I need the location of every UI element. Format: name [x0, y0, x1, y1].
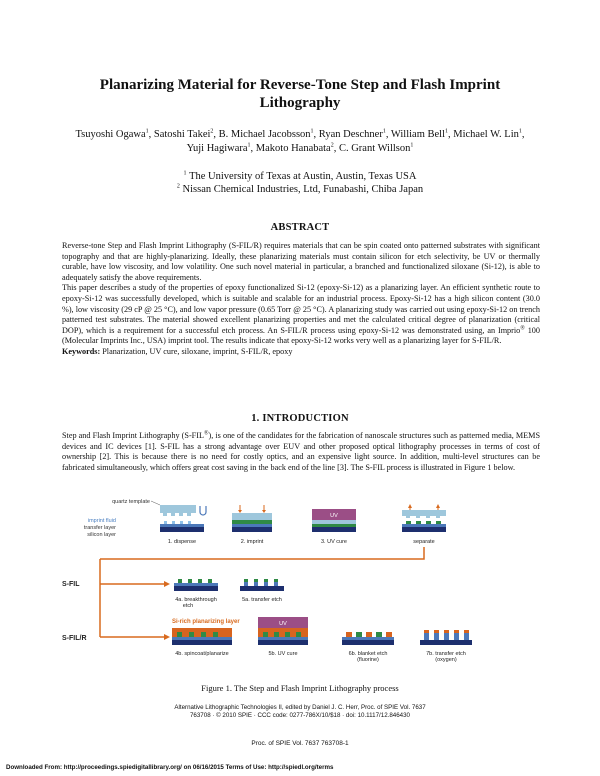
step-3-label: 3. UV cure: [321, 539, 347, 545]
author-affiliation-marker: 1: [445, 128, 448, 135]
transfer-layer: [342, 637, 394, 640]
author-affiliation-marker: 1: [310, 128, 314, 135]
planarizing-layer-label: Si-rich planarizing layer: [172, 619, 240, 625]
planarizing-cap: [434, 630, 439, 633]
transfer-pillar: [444, 633, 449, 640]
transfer-layer: [172, 637, 232, 640]
resist-feature: [376, 632, 382, 637]
resist-feature: [177, 632, 182, 637]
template-tooth: [163, 513, 167, 516]
author-name: Yuji Hagiwara: [186, 143, 248, 154]
resist-feature: [264, 579, 268, 582]
resist-feature: [416, 521, 421, 524]
quartz-leader-line: [151, 501, 160, 505]
resist-feature: [189, 632, 194, 637]
author-affiliation-marker: 1: [247, 142, 251, 149]
pressure-arrow-head: [238, 510, 242, 513]
fluid-drop: [188, 521, 191, 524]
introduction-paragraph-1: [62, 431, 540, 473]
footnote-line-1: Alternative Lithographic Technologies II, edited by Daniel J. C. Herr, Proc. of SPIE Vol. 7637: [174, 704, 426, 711]
panel-breakthrough-etch: [174, 579, 218, 609]
silicon-substrate: [174, 586, 218, 591]
resist-feature: [426, 521, 431, 524]
step-6b-label: 6b. blanket etch: [348, 651, 388, 657]
transfer-layer-label: transfer layer: [83, 525, 116, 531]
sfilr-row-label: S-FIL/R: [62, 635, 87, 642]
silicon-substrate: [240, 586, 284, 591]
planarizing-feature: [366, 632, 372, 637]
step-2-label: 2. imprint: [240, 539, 264, 545]
resist-feature: [188, 579, 192, 583]
transfer-layer: [232, 524, 272, 527]
abstract-paragraph-2-text: This paper describes a study of the properties of epoxy functionalized Si-12 (epoxy-Si-12) as a planarizing layer. An efficient synthetic route to epoxy-Si-12 was successfully developed, which is suitable and scalable for an industrial process. Epoxy-Si-12 has a high silicon content (30.0 %), low viscosity (29 cP @ 25 °C), and low vapor pressure (0.65 Torr @ 25 °C). A planarizing study was carried out using epoxy-Si-12 on trench patterned test substrates. The material showed excellent planarizing properties and met the calculated critical degree of planarization (critical DOP), which is a requirement for a successful etch process. An S-FIL/R process using epoxy-Si-12 was demonstrated using, an Imprio: [62, 283, 540, 335]
fluid-drop: [172, 521, 175, 524]
author-separator: ,: [250, 143, 256, 154]
intro-text-start: Step and Flash Imprint Lithography (S-FIL: [62, 431, 204, 440]
introduction-body: [62, 431, 540, 473]
resist-feature: [274, 579, 278, 582]
registered-mark: ®: [203, 430, 209, 437]
resist-feature: [263, 632, 268, 637]
silicon-substrate: [312, 527, 356, 532]
abstract-paragraph-2-tail: 100 (Molecular Imprints Inc., USA) imprint tool. The results indicate that epoxy-Si-12 works very well as a planarizing layer for S-FIL/R.: [62, 325, 540, 346]
resist-feature: [356, 632, 362, 637]
intro-text-rest: ), is one of the candidates for the fabrication of nanoscale structures such as patterned media, MEMS devices and IC devices [1]. S-FIL has a strong advantage over EUV and other proposed optical lithography processes in terms of cost of ownership [2]. This is because there is no need for costly optics, and an expensive light source. In addition, multi-level structures can be fabricated simultaneously, which offers great cost saving in the back end of the line [3]. The S-FIL process is illustrated in Figure 1 below.: [62, 431, 540, 472]
transfer-pillar: [254, 582, 258, 586]
affiliation-1-marker: 1: [183, 170, 187, 177]
step-4a-label: 4a. breakthrough: [175, 597, 217, 603]
transfer-layer: [174, 583, 218, 586]
affiliation-2-text: Nissan Chemical Industries, Ltd, Funabashi, Chiba Japan: [182, 184, 424, 195]
keywords-label: Keywords:: [62, 346, 101, 356]
footnote-line-2: 763708 · © 2010 SPIE · CCC code: 0277-786X/10/$18 · doi: 10.1117/12.846430: [189, 712, 410, 719]
keywords: [62, 347, 540, 358]
transfer-pillar: [464, 633, 469, 640]
fluid-drop: [164, 521, 167, 524]
affiliation-1: [80, 170, 520, 183]
silicon-substrate: [258, 640, 308, 645]
step-1-label: 1. dispense: [167, 539, 197, 545]
quartz-template-label: quartz template: [112, 499, 150, 505]
planarizing-feature: [346, 632, 352, 637]
affiliation-1-text: The University of Texas at Austin, Austin, Texas USA: [189, 171, 417, 182]
template-tooth: [406, 516, 410, 518]
transfer-pillar: [454, 633, 459, 640]
silicon-substrate: [232, 527, 272, 532]
resist-feature: [285, 632, 290, 637]
author-affiliation-marker: 1: [410, 142, 414, 149]
panel-blanket-etch: [342, 632, 394, 663]
panel-spincoat-planarize: [172, 628, 232, 657]
silicon-substrate: [172, 640, 232, 645]
author-affiliation-marker: 2: [210, 128, 214, 135]
flow-arrow-head: [164, 634, 170, 640]
fluid-drop: [180, 521, 183, 524]
affiliation-2: [80, 183, 520, 196]
quartz-template: [232, 513, 272, 520]
resist-feature: [208, 579, 212, 583]
template-tooth: [416, 516, 420, 518]
step-4b-label: 4b. spincoat/planarize: [175, 651, 229, 657]
planarizing-cap: [464, 630, 469, 633]
transfer-layer: [160, 524, 204, 527]
transfer-pillar: [424, 633, 429, 640]
resist-feature: [213, 632, 218, 637]
step-4-label: separate: [413, 539, 435, 545]
planarizing-feature: [386, 632, 392, 637]
silicon-substrate: [420, 640, 472, 645]
registered-mark: ®: [520, 325, 525, 332]
transfer-pillar: [264, 582, 268, 586]
author-affiliation-marker: 2: [330, 142, 334, 149]
author-name: Makoto Hanabata: [255, 143, 331, 154]
template-tooth: [179, 513, 183, 516]
author-separator: ,: [213, 129, 219, 140]
lift-arrow-head: [436, 504, 440, 508]
panel-transfer-etch: [240, 579, 284, 603]
silicon-substrate: [342, 640, 394, 645]
step-7b-label: 7b. transfer etch: [426, 651, 466, 657]
transfer-layer: [402, 524, 446, 527]
affiliation-2-marker: 2: [176, 183, 180, 190]
keywords-list: Planarization, UV cure, siloxane, imprint, S-FIL/R, epoxy: [100, 346, 293, 356]
resist-feature: [198, 579, 202, 583]
pressure-arrow-head: [262, 510, 266, 513]
dispenser-nozzle: [200, 506, 206, 515]
abstract-paragraph-2: [62, 283, 540, 347]
author-separator: ,: [333, 143, 339, 154]
author-name: William Bell: [390, 129, 445, 140]
paper-title: Planarizing Material for Reverse-Tone Step and Flash Imprint Lithography: [99, 77, 501, 111]
author-name: Satoshi Takei: [153, 129, 211, 140]
template-tooth: [187, 513, 191, 516]
uv-label: UV: [279, 621, 287, 627]
template-tooth: [426, 516, 430, 518]
resist-feature: [296, 632, 301, 637]
panel-transfer-etch-oxygen: [420, 630, 472, 663]
template-tooth: [171, 513, 175, 516]
template-tooth: [436, 516, 440, 518]
sfil-row-label: S-FIL: [62, 581, 80, 588]
transfer-layer: [258, 637, 308, 640]
step-6b-label-2: (fluorine): [357, 657, 379, 663]
imprinted-resist: [232, 520, 272, 524]
figure-caption: Figure 1. The Step and Flash Imprint Lithography process: [201, 683, 399, 693]
abstract-heading: ABSTRACT: [270, 222, 330, 233]
resist-feature: [254, 579, 258, 582]
resist-feature: [178, 579, 182, 583]
flow-arrow-top: [100, 547, 424, 559]
author-list: [70, 128, 530, 156]
abstract-paragraph-1: Reverse-tone Step and Flash Imprint Lithography (S-FIL/R) requires materials that can be spin coated onto patterned substrates with significant topography and that are highly-planarizing. Ideally, these planarizing materials must contain silicon for etch selectivity, be UV or thermally curable, have low viscosity, and low volatility. One such novel material in particular, a branched and functionalized siloxane (Si-12), is able to adequately satisfy the above requirements.: [62, 241, 540, 282]
author-name: Tsuyoshi Ogawa: [75, 129, 146, 140]
author-name: Michael W. Lin: [453, 129, 519, 140]
planarizing-cap: [454, 630, 459, 633]
step-7b-label-2: (oxygen): [435, 657, 457, 663]
panel-dispense: [160, 505, 206, 545]
panel-imprint: [232, 505, 272, 545]
silicon-substrate: [402, 527, 446, 532]
figure-1-sfil-process: [60, 492, 540, 677]
uv-label: UV: [330, 513, 338, 519]
imprint-fluid-label: imprint fluid: [87, 518, 116, 524]
silicon-layer-label: silicon layer: [87, 532, 116, 538]
lift-arrow-head: [408, 504, 412, 508]
step-4a-label-2: etch: [182, 603, 194, 609]
planarizing-cap: [424, 630, 429, 633]
publication-footnote: [60, 704, 540, 720]
planarizing-cap: [444, 630, 449, 633]
silicon-substrate: [160, 527, 204, 532]
resist-feature: [201, 632, 206, 637]
author-affiliation-marker: 1: [145, 128, 149, 135]
flow-arrow-head: [164, 581, 170, 587]
author-separator: ,: [313, 129, 319, 140]
resist-feature: [274, 632, 279, 637]
transfer-pillar: [244, 582, 248, 586]
resist-feature: [406, 521, 411, 524]
author-affiliation-marker: 1: [382, 128, 386, 135]
step-5b-label: 5b. UV cure: [268, 651, 298, 657]
author-separator: ,: [385, 129, 391, 140]
quartz-template: [312, 520, 356, 524]
transfer-pillar: [274, 582, 278, 586]
abstract-body: [62, 241, 540, 358]
author-name: C. Grant Willson: [338, 143, 411, 154]
transfer-pillar: [434, 633, 439, 640]
author-affiliation-marker: 1: [518, 128, 522, 135]
panel-separate: [402, 504, 446, 545]
author-name: Ryan Deschner: [318, 129, 383, 140]
author-name: B. Michael Jacobsson: [218, 129, 311, 140]
step-5a-label: 5a. transfer etch: [242, 597, 282, 603]
author-separator: ,: [148, 129, 154, 140]
page-number: Proc. of SPIE Vol. 7637 763708-1: [251, 740, 349, 747]
resist-feature: [244, 579, 248, 582]
quartz-template: [160, 505, 196, 513]
quartz-template: [402, 510, 446, 516]
resist-feature: [436, 521, 441, 524]
panel-uv-cure: [312, 509, 356, 545]
panel-uv-cure-planarizing: [258, 617, 308, 657]
author-separator: ,: [448, 129, 454, 140]
cured-resist: [312, 524, 356, 527]
author-separator: ,: [521, 129, 525, 140]
download-notice: Downloaded From: http://proceedings.spiedigitallibrary.org/ on 06/16/2015 Terms of Use: http://spiedl.org/terms: [6, 764, 334, 771]
introduction-heading: 1. INTRODUCTION: [251, 413, 349, 424]
